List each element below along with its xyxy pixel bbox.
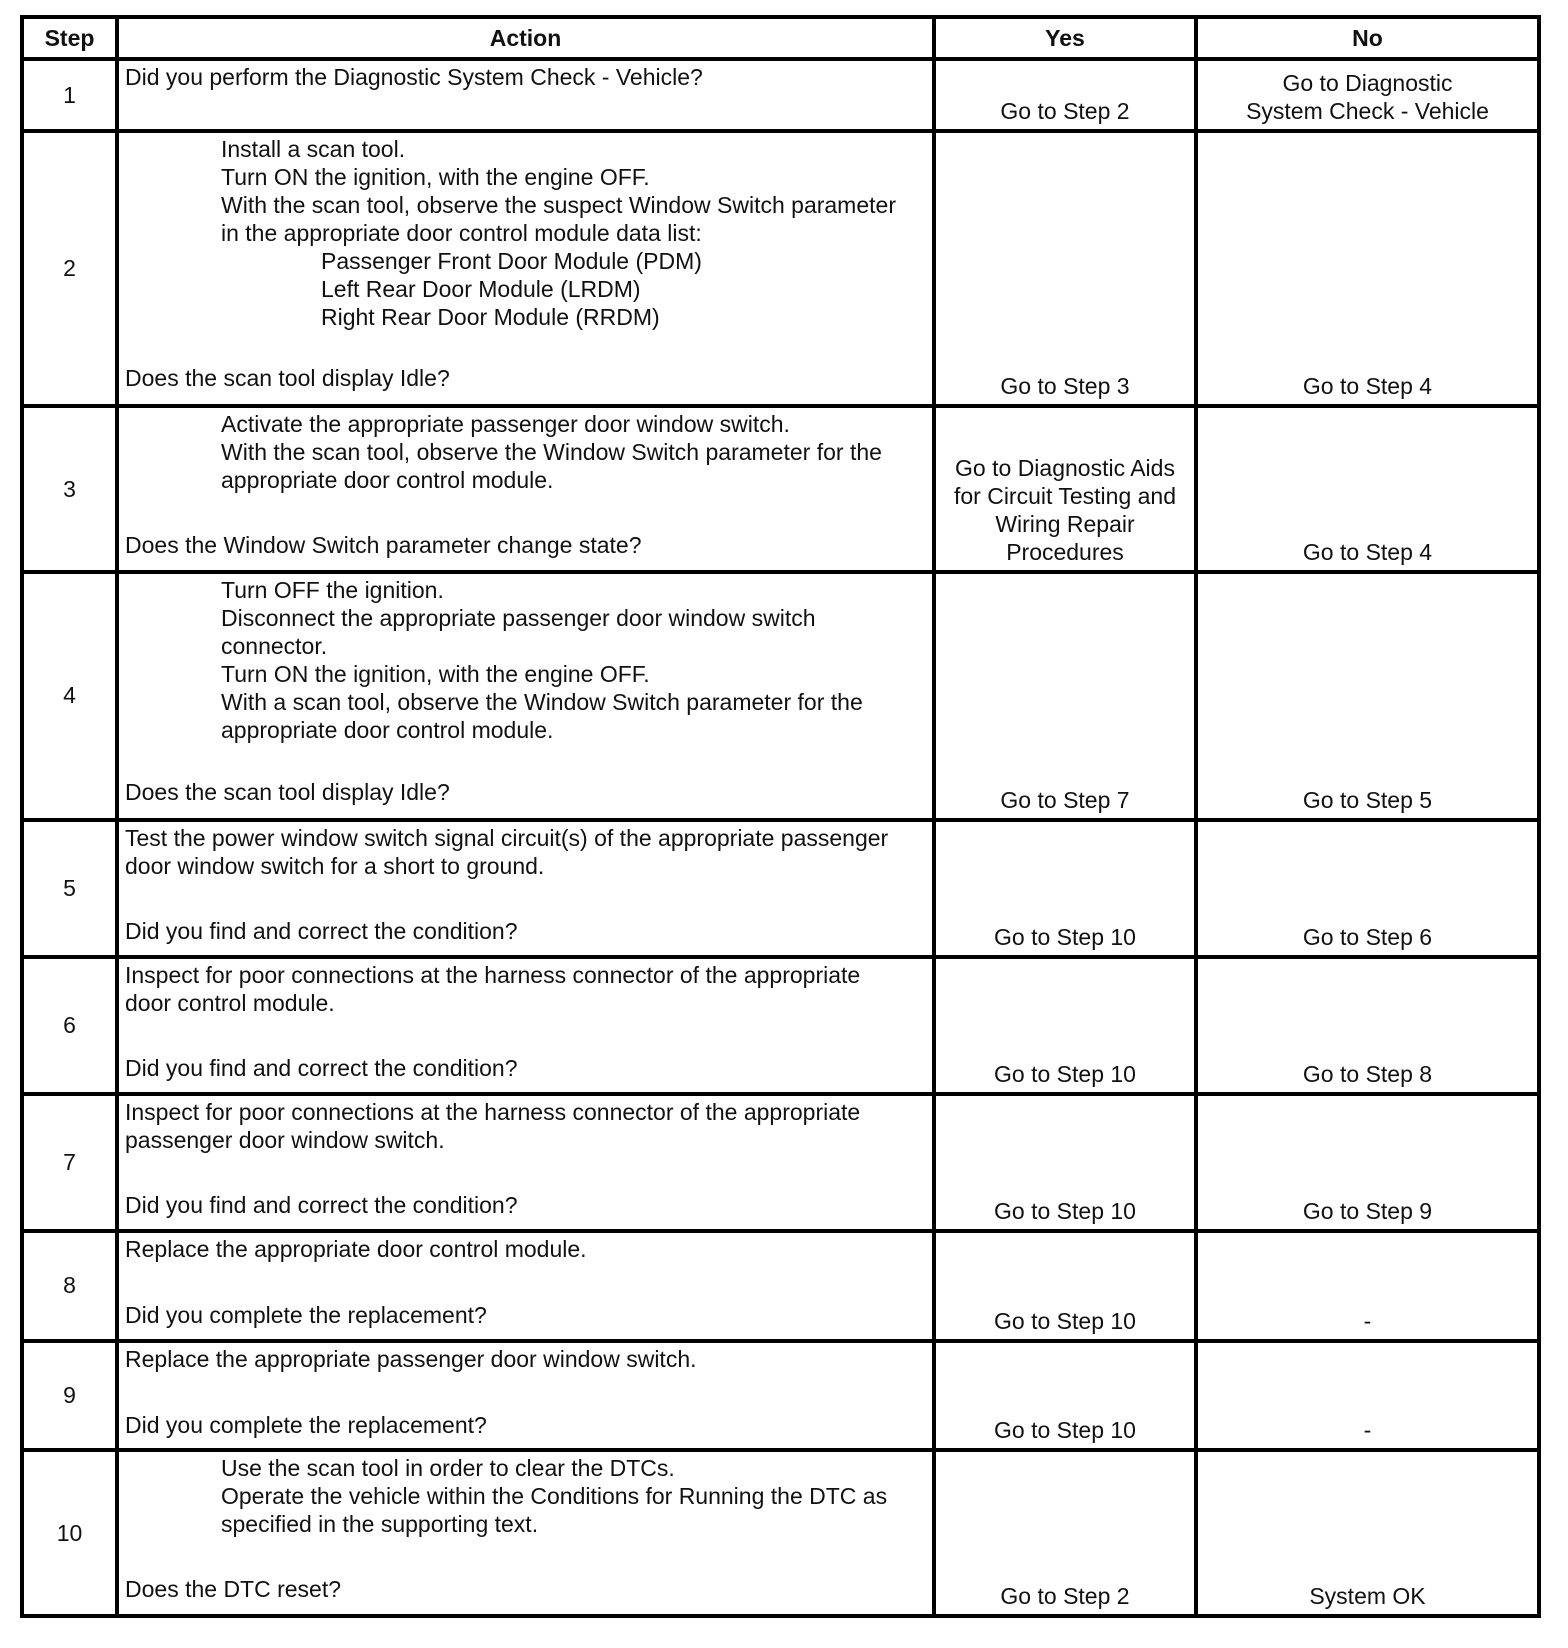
yes-text: Go to Step 10 <box>994 1198 1136 1225</box>
action-line: Use the scan tool in order to clear the DTCs. <box>221 1455 675 1482</box>
action-line: door control module. <box>125 989 335 1016</box>
no-text: System Check - Vehicle <box>1246 98 1489 125</box>
header-yes: Yes <box>934 17 1196 59</box>
action-line: With the scan tool, observe the suspect Window Switch parameter <box>221 192 896 219</box>
action-line: appropriate door control module. <box>221 716 554 743</box>
action-cell <box>117 1341 934 1451</box>
table-body <box>22 59 1539 1616</box>
yes-text: Go to Step 2 <box>1000 1583 1130 1609</box>
action-instructions <box>125 410 926 494</box>
no-result <box>1196 572 1539 820</box>
yes-result <box>934 131 1196 406</box>
yes-result <box>934 1094 1196 1231</box>
action-cell <box>117 572 934 820</box>
action-instructions <box>125 576 926 744</box>
action-line: Install a scan tool. <box>221 136 406 163</box>
action-question: Does the DTC reset? <box>125 1576 342 1603</box>
table-row <box>22 1341 1539 1451</box>
no-text: Go to Step 5 <box>1302 786 1433 813</box>
step-number: 2 <box>22 131 117 406</box>
action-instructions <box>125 1098 926 1154</box>
no-text: Go to Step 8 <box>1302 1060 1433 1087</box>
yes-text: Go to Step 3 <box>1000 373 1130 400</box>
yes-text: Go to Step 10 <box>994 923 1136 950</box>
action-question: Does the scan tool display Idle? <box>125 365 450 392</box>
yes-text: for Circuit Testing and <box>953 482 1176 509</box>
yes-text: Go to Step 7 <box>1000 786 1130 813</box>
action-instructions <box>125 824 926 880</box>
no-text: - <box>1363 1307 1372 1334</box>
action-line: specified in the supporting text. <box>221 1511 539 1538</box>
action-cell <box>117 131 934 406</box>
header-step: Step <box>22 17 117 59</box>
action-line: Turn ON the ignition, with the engine OFF. <box>221 164 650 191</box>
yes-text: Go to Diagnostic Aids <box>955 454 1175 481</box>
action-line: Turn ON the ignition, with the engine OFF. <box>221 660 650 687</box>
table-row <box>22 59 1539 131</box>
step-number: 9 <box>22 1341 117 1451</box>
yes-result <box>934 406 1196 572</box>
action-question: Did you find and correct the condition? <box>125 917 518 944</box>
action-instructions <box>125 135 926 331</box>
no-result <box>1196 1094 1539 1231</box>
action-line: Replace the appropriate passenger door window switch. <box>125 1345 697 1372</box>
action-line: Replace the appropriate door control module. <box>125 1236 587 1263</box>
table-row <box>22 572 1539 820</box>
yes-result <box>934 1231 1196 1341</box>
action-cell <box>117 957 934 1094</box>
step-number: 4 <box>22 572 117 820</box>
yes-text: Go to Step 2 <box>1000 98 1130 125</box>
action-instructions <box>125 1235 926 1263</box>
action-line: appropriate door control module. <box>221 467 554 494</box>
action-cell <box>117 59 934 131</box>
yes-text: Go to Step 10 <box>994 1417 1136 1444</box>
action-question: Did you complete the replacement? <box>125 1302 487 1329</box>
table-row <box>22 1094 1539 1231</box>
step-number: 5 <box>22 820 117 957</box>
step-number: 3 <box>22 406 117 572</box>
yes-text: Go to Step 10 <box>994 1307 1136 1334</box>
table-row <box>22 406 1539 572</box>
action-line: Inspect for poor connections at the harness connector of the appropriate <box>125 961 861 988</box>
action-instructions <box>125 961 926 1017</box>
no-result <box>1196 131 1539 406</box>
action-line: Right Rear Door Module (RRDM) <box>321 304 660 331</box>
action-cell <box>117 406 934 572</box>
no-text: Go to Step 4 <box>1302 373 1433 400</box>
action-cell <box>117 820 934 957</box>
step-number: 6 <box>22 957 117 1094</box>
table-row <box>22 957 1539 1094</box>
yes-result <box>934 59 1196 131</box>
action-cell <box>117 1450 934 1616</box>
no-result <box>1196 1341 1539 1451</box>
no-result <box>1196 406 1539 572</box>
action-question: Did you find and correct the condition? <box>125 1191 518 1218</box>
table-row <box>22 131 1539 406</box>
action-instructions <box>125 1345 926 1373</box>
action-cell <box>117 1231 934 1341</box>
action-question: Does the scan tool display Idle? <box>125 778 450 805</box>
table-row <box>22 820 1539 957</box>
no-text: System OK <box>1309 1583 1426 1609</box>
no-result <box>1196 820 1539 957</box>
action-line: connector. <box>221 632 328 659</box>
action-instructions <box>125 1454 926 1538</box>
header-no: No <box>1196 17 1539 59</box>
action-line: door window switch for a short to ground. <box>125 852 545 879</box>
yes-result <box>934 820 1196 957</box>
yes-result <box>934 572 1196 820</box>
action-line: With the scan tool, observe the Window Switch parameter for the <box>221 439 882 466</box>
action-cell <box>117 1094 934 1231</box>
no-result <box>1196 59 1539 131</box>
action-line: in the appropriate door control module data list: <box>221 220 702 247</box>
diagnostic-table-container <box>20 15 1537 1618</box>
yes-result <box>934 1341 1196 1451</box>
action-question: Did you perform the Diagnostic System Check - Vehicle? <box>125 64 703 90</box>
table-row <box>22 1450 1539 1616</box>
header-row <box>22 17 1539 59</box>
action-line: Activate the appropriate passenger door window switch. <box>221 411 790 438</box>
no-result <box>1196 1450 1539 1616</box>
no-text: Go to Step 4 <box>1302 538 1433 565</box>
header-action: Action <box>117 17 934 59</box>
yes-text: Procedures <box>1006 538 1124 565</box>
step-number: 8 <box>22 1231 117 1341</box>
step-number: 7 <box>22 1094 117 1231</box>
step-number: 10 <box>22 1450 117 1616</box>
step-number: 1 <box>22 59 117 131</box>
action-line: Inspect for poor connections at the harness connector of the appropriate <box>125 1098 861 1125</box>
action-question: Did you complete the replacement? <box>125 1411 487 1438</box>
action-question: Did you find and correct the condition? <box>125 1054 518 1081</box>
no-result <box>1196 957 1539 1094</box>
action-line: Turn OFF the ignition. <box>221 576 444 603</box>
action-question: Does the Window Switch parameter change state? <box>125 532 642 559</box>
action-line: Left Rear Door Module (LRDM) <box>321 276 641 303</box>
no-text: Go to Step 6 <box>1302 923 1433 950</box>
yes-result <box>934 1450 1196 1616</box>
table-row <box>22 1231 1539 1341</box>
action-line: Test the power window switch signal circuit(s) of the appropriate passenger <box>125 824 889 851</box>
no-result <box>1196 1231 1539 1341</box>
yes-text: Wiring Repair <box>995 510 1135 537</box>
no-text: - <box>1363 1417 1372 1444</box>
yes-text: Go to Step 10 <box>994 1060 1136 1087</box>
action-line: With a scan tool, observe the Window Switch parameter for the <box>221 688 863 715</box>
action-line: Passenger Front Door Module (PDM) <box>321 248 702 275</box>
diagnostic-table <box>20 15 1541 1618</box>
action-line: Operate the vehicle within the Conditions for Running the DTC as <box>221 1483 888 1510</box>
no-text: Go to Step 9 <box>1302 1198 1433 1225</box>
yes-result <box>934 957 1196 1094</box>
action-line: Disconnect the appropriate passenger door window switch <box>221 604 816 631</box>
no-text: Go to Diagnostic <box>1282 70 1453 97</box>
action-line: passenger door window switch. <box>125 1126 445 1153</box>
